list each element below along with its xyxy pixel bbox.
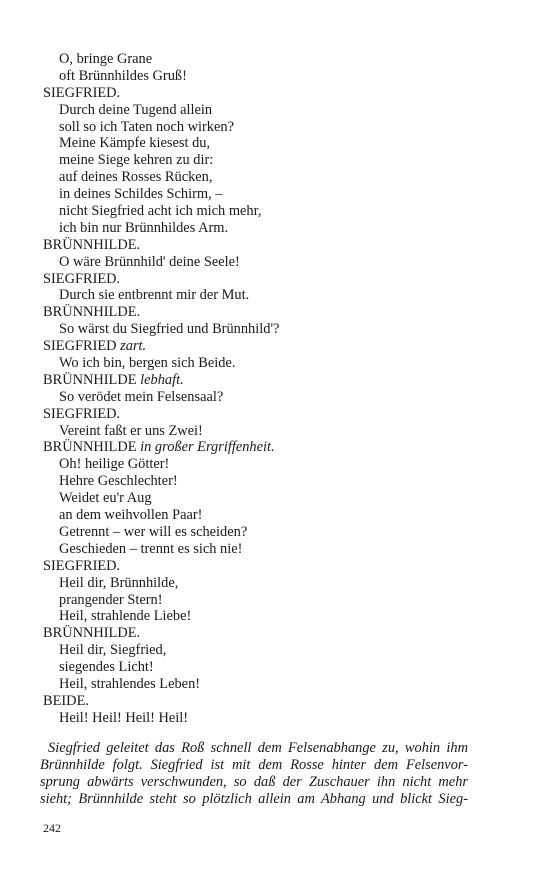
stage-direction bbox=[40, 740, 468, 808]
verse-line: Heil dir, Siegfried, bbox=[59, 642, 167, 659]
speaker-label: SIEGFRIED. bbox=[43, 557, 121, 574]
verse-line: Heil, strahlende Liebe! bbox=[59, 608, 192, 625]
verse-line: oft Brünnhildes Gruß! bbox=[59, 67, 187, 84]
verse-line: prangender Stern! bbox=[59, 591, 163, 608]
verse-line: Heil, strahlendes Leben! bbox=[59, 675, 201, 692]
verse-line: ich bin nur Brünnhildes Arm. bbox=[59, 219, 229, 236]
speaker-label: BRÜNNHILDE bbox=[43, 439, 141, 456]
speaker-label: BRÜNNHILDE bbox=[43, 371, 141, 388]
verse-line: Durch sie entbrennt mir der Mut. bbox=[59, 287, 250, 304]
stage-direction-line: sprung abwärts verschwunden, so daß der Zuschauer ihn nicht mehr bbox=[40, 773, 468, 790]
stage-direction-line: Siegfried geleitet das Roß schnell dem Felsenabhange zu, wohin ihm bbox=[48, 740, 468, 756]
verse-line: O wäre Brünnhild' deine Seele! bbox=[59, 253, 240, 270]
speaker-label: BRÜNNHILDE. bbox=[43, 236, 141, 253]
verse-line: So wärst du Siegfried und Brünnhild'? bbox=[59, 321, 280, 338]
verse-line: Heil dir, Brünnhilde, bbox=[59, 574, 179, 591]
dialogue-block bbox=[43, 51, 503, 727]
speaker-name bbox=[43, 406, 503, 423]
page-number: 242 bbox=[43, 821, 61, 835]
verse-line: nicht Siegfried acht ich mich mehr, bbox=[59, 203, 262, 220]
stage-direction-line: Brünnhilde folgt. Siegfried ist mit dem Rosse hinter dem Felsenvor- bbox=[40, 756, 468, 773]
verse-line: in deines Schildes Schirm, – bbox=[59, 186, 223, 203]
speaker-name bbox=[43, 85, 503, 102]
verse-line: Vereint faßt er uns Zwei! bbox=[59, 422, 203, 439]
speaker-name bbox=[43, 372, 503, 389]
speaker-name bbox=[43, 439, 503, 456]
speaker-label: SIEGFRIED. bbox=[43, 84, 121, 101]
speaker-name bbox=[43, 271, 503, 288]
verse-line: Geschieden – trennt es sich nie! bbox=[59, 540, 243, 557]
speaker-label: BRÜNNHILDE. bbox=[43, 304, 141, 321]
verse-line: Getrennt – wer will es scheiden? bbox=[59, 523, 248, 540]
verse-line: So verödet mein Felsensaal? bbox=[59, 388, 224, 405]
speaker-name bbox=[43, 625, 503, 642]
speaker-label: SIEGFRIED bbox=[43, 338, 121, 355]
speaker-label: BRÜNNHILDE. bbox=[43, 625, 141, 642]
verse-line: soll so ich Taten noch wirken? bbox=[59, 118, 234, 135]
stage-hint: zart. bbox=[120, 338, 147, 355]
verse-line: Weidet eu'r Aug bbox=[59, 490, 152, 507]
speaker-name bbox=[43, 693, 503, 710]
verse-line: Oh! heilige Götter! bbox=[59, 456, 170, 473]
verse-line: siegendes Licht! bbox=[59, 659, 154, 676]
speaker-name bbox=[43, 558, 503, 575]
stage-hint: lebhaft. bbox=[140, 371, 184, 388]
speaker-name bbox=[43, 304, 503, 321]
speaker-label: BEIDE. bbox=[43, 692, 89, 709]
verse-line: an dem weihvollen Paar! bbox=[59, 507, 203, 524]
speaker-label: SIEGFRIED. bbox=[43, 270, 121, 287]
verse-line: Wo ich bin, bergen sich Beide. bbox=[59, 355, 236, 372]
stage-direction-line: sieht; Brünnhilde steht so plötzlich allein am Abhang und blickt Sieg- bbox=[40, 790, 468, 807]
verse-line: O, bringe Grane bbox=[59, 51, 153, 67]
verse-line: Meine Kämpfe kiesest du, bbox=[59, 135, 211, 152]
verse-line: meine Siege kehren zu dir: bbox=[59, 152, 214, 169]
verse-line: auf deines Rosses Rücken, bbox=[59, 169, 213, 186]
verse-line: Heil! Heil! Heil! Heil! bbox=[59, 709, 189, 726]
stage-hint: in großer Ergriffenheit. bbox=[140, 439, 275, 456]
speaker-name bbox=[43, 338, 503, 355]
speaker-name bbox=[43, 237, 503, 254]
speaker-label: SIEGFRIED. bbox=[43, 405, 121, 422]
verse-line: Durch deine Tugend allein bbox=[59, 101, 213, 118]
verse-line: Hehre Geschlechter! bbox=[59, 473, 178, 490]
